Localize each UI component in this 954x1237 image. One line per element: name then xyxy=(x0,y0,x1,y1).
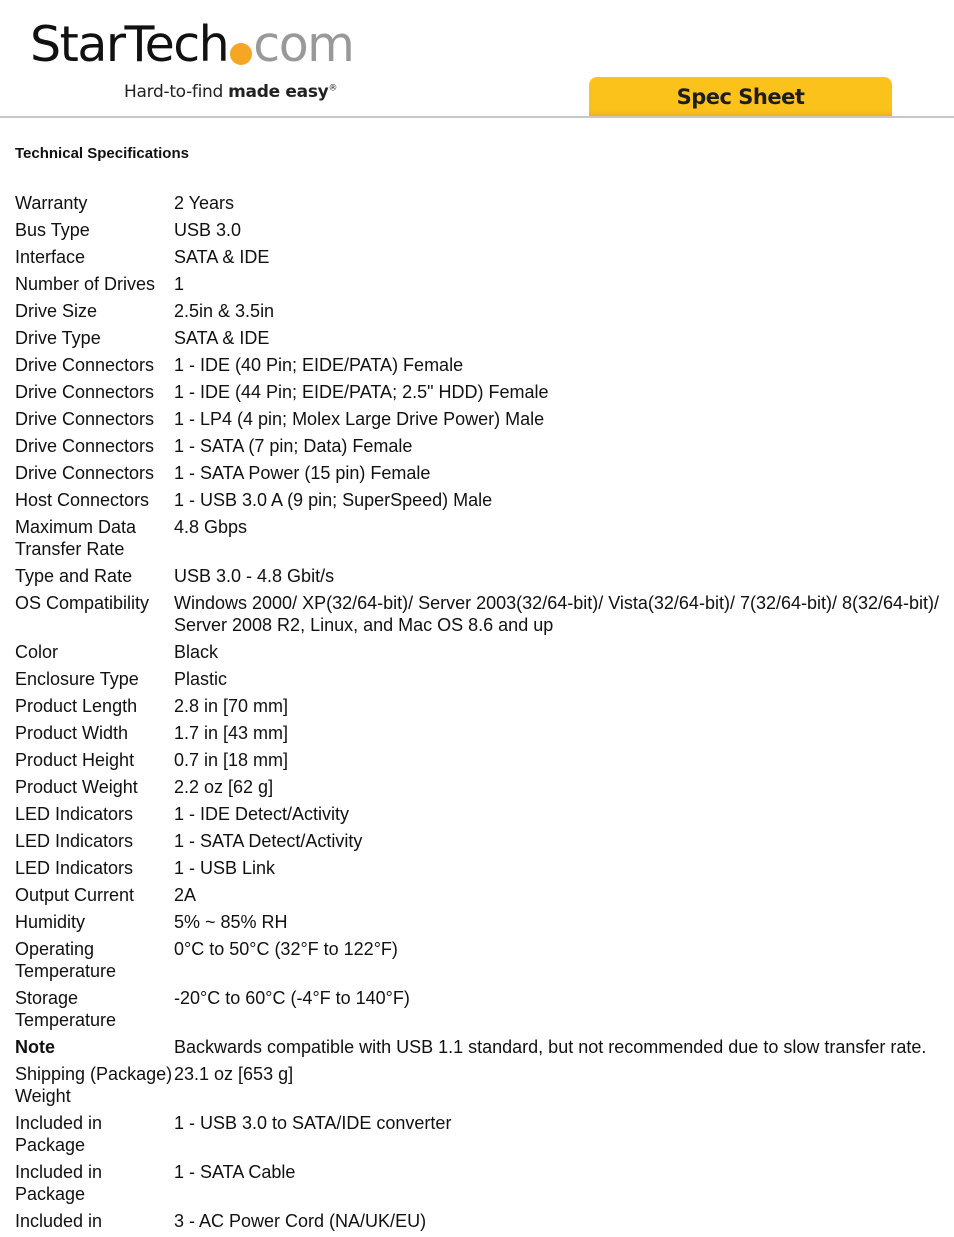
spec-sheet-tab xyxy=(589,77,892,116)
spec-label: LED Indicators xyxy=(15,858,134,878)
spec-value: 1 - SATA Cable xyxy=(174,1162,296,1182)
spec-value: 1 - IDE Detect/Activity xyxy=(174,804,350,824)
spec-label: Storage Temperature xyxy=(15,988,117,1030)
spec-table xyxy=(15,192,945,1237)
spec-label: Product Height xyxy=(15,750,135,770)
spec-row xyxy=(15,857,945,879)
spec-label: LED Indicators xyxy=(15,831,134,851)
spec-label: Maximum Data Transfer Rate xyxy=(15,517,137,559)
spec-label: Drive Connectors xyxy=(15,463,155,483)
tagline-bold: made easy xyxy=(228,82,329,102)
spec-value: 0°C to 50°C (32°F to 122°F) xyxy=(174,939,398,959)
spec-label: Drive Connectors xyxy=(15,436,155,456)
spec-label: Humidity xyxy=(15,912,86,932)
spec-value: 23.1 oz [653 g] xyxy=(174,1064,294,1084)
spec-value: 2A xyxy=(174,885,197,905)
spec-value: Backwards compatible with USB 1.1 standard, but not recommended due to slow transfer rate. xyxy=(174,1037,927,1057)
spec-value: 1 - IDE (44 Pin; EIDE/PATA; 2.5" HDD) Female xyxy=(174,382,549,402)
spec-sheet-label: Spec Sheet xyxy=(676,85,805,109)
spec-label: Bus Type xyxy=(15,220,90,240)
spec-label: Color xyxy=(15,642,59,662)
spec-label: Shipping (Package) Weight xyxy=(15,1064,173,1106)
spec-label: Drive Type xyxy=(15,328,101,348)
spec-label: Drive Connectors xyxy=(15,409,155,429)
spec-value: 1 - LP4 (4 pin; Molex Large Drive Power) Male xyxy=(174,409,545,429)
spec-row xyxy=(15,1161,945,1205)
logo-dot-icon xyxy=(230,43,252,65)
spec-row xyxy=(15,516,945,560)
spec-value: SATA & IDE xyxy=(174,247,270,267)
spec-value: 1 - USB 3.0 A (9 pin; SuperSpeed) Male xyxy=(174,490,493,510)
spec-row xyxy=(15,776,945,798)
spec-label: Product Length xyxy=(15,696,138,716)
spec-value: 3 - AC Power Cord (NA/UK/EU) xyxy=(174,1211,427,1231)
logo-brand: StarTech xyxy=(30,16,229,73)
spec-row xyxy=(15,695,945,717)
spec-row xyxy=(15,327,945,349)
spec-label: Product Width xyxy=(15,723,129,743)
spec-value: -20°C to 60°C (-4°F to 140°F) xyxy=(174,988,410,1008)
tagline-plain: Hard-to-find xyxy=(124,82,229,102)
spec-row xyxy=(15,300,945,322)
header-divider xyxy=(0,116,954,118)
spec-label: LED Indicators xyxy=(15,804,134,824)
spec-row xyxy=(15,911,945,933)
spec-value: 1.7 in [43 mm] xyxy=(174,723,289,743)
spec-row xyxy=(15,884,945,906)
spec-row xyxy=(15,1210,945,1232)
spec-row xyxy=(15,219,945,241)
spec-label: Product Weight xyxy=(15,777,138,797)
spec-row xyxy=(15,668,945,690)
spec-label: Interface xyxy=(15,247,86,267)
spec-label: Drive Connectors xyxy=(15,382,155,402)
spec-row xyxy=(15,641,945,663)
startech-logo xyxy=(30,16,354,73)
logo-domain: com xyxy=(253,16,354,73)
spec-label: Included in Package xyxy=(15,1113,103,1155)
spec-label: Note xyxy=(15,1037,55,1057)
spec-label: Drive Connectors xyxy=(15,355,155,375)
spec-row xyxy=(15,1112,945,1156)
spec-row xyxy=(15,565,945,587)
spec-value: 0.7 in [18 mm] xyxy=(174,750,289,770)
spec-row xyxy=(15,592,945,636)
spec-row xyxy=(15,381,945,403)
spec-row xyxy=(15,1036,945,1058)
spec-row xyxy=(15,489,945,511)
spec-value: 2.5in & 3.5in xyxy=(174,301,275,321)
spec-row xyxy=(15,938,945,982)
spec-value: Plastic xyxy=(174,669,228,689)
spec-row xyxy=(15,830,945,852)
spec-value: 2 Years xyxy=(174,193,235,213)
spec-value: USB 3.0 xyxy=(174,220,242,240)
spec-value: 1 - SATA Power (15 pin) Female xyxy=(174,463,431,483)
spec-value: Black xyxy=(174,642,219,662)
spec-value: 4.8 Gbps xyxy=(174,517,248,537)
registered-mark: ® xyxy=(328,83,338,94)
spec-row xyxy=(15,749,945,771)
spec-value: 2.8 in [70 mm] xyxy=(174,696,289,716)
spec-row xyxy=(15,273,945,295)
spec-value: Windows 2000/ XP(32/64-bit)/ Server 2003(32/64-bit)/ Vista(32/64-bit)/ 7(32/64-bit)/ 8(32/64-bit)/ Server 2008 R2, Linux, and Mac OS 8.6 and up xyxy=(174,593,940,635)
spec-row xyxy=(15,722,945,744)
spec-label: Output Current xyxy=(15,885,135,905)
spec-value: 1 xyxy=(174,274,185,294)
spec-row xyxy=(15,987,945,1031)
spec-label: OS Compatibility xyxy=(15,593,150,613)
spec-value: USB 3.0 - 4.8 Gbit/s xyxy=(174,566,335,586)
spec-row xyxy=(15,192,945,214)
spec-label: Enclosure Type xyxy=(15,669,139,689)
spec-row xyxy=(15,462,945,484)
spec-label: Operating Temperature xyxy=(15,939,117,981)
spec-row xyxy=(15,246,945,268)
spec-label: Host Connectors xyxy=(15,490,150,510)
spec-label: Warranty xyxy=(15,193,88,213)
spec-label: Drive Size xyxy=(15,301,98,321)
spec-value: SATA & IDE xyxy=(174,328,270,348)
tagline xyxy=(124,82,337,102)
spec-row xyxy=(15,408,945,430)
spec-value: 5% ~ 85% RH xyxy=(174,912,288,932)
spec-value: 1 - IDE (40 Pin; EIDE/PATA) Female xyxy=(174,355,464,375)
spec-label: Included in Package xyxy=(15,1162,103,1204)
spec-row xyxy=(15,435,945,457)
spec-value: 1 - USB Link xyxy=(174,858,276,878)
spec-row xyxy=(15,1063,945,1107)
page-header xyxy=(0,0,954,118)
section-title: Technical Specifications xyxy=(15,145,189,162)
spec-row xyxy=(15,354,945,376)
spec-value: 1 - USB 3.0 to SATA/IDE converter xyxy=(174,1113,452,1133)
spec-row xyxy=(15,803,945,825)
spec-label: Included in xyxy=(15,1211,103,1231)
spec-label: Type and Rate xyxy=(15,566,133,586)
spec-label: Number of Drives xyxy=(15,274,156,294)
spec-value: 1 - SATA (7 pin; Data) Female xyxy=(174,436,413,456)
spec-value: 2.2 oz [62 g] xyxy=(174,777,274,797)
spec-value: 1 - SATA Detect/Activity xyxy=(174,831,363,851)
